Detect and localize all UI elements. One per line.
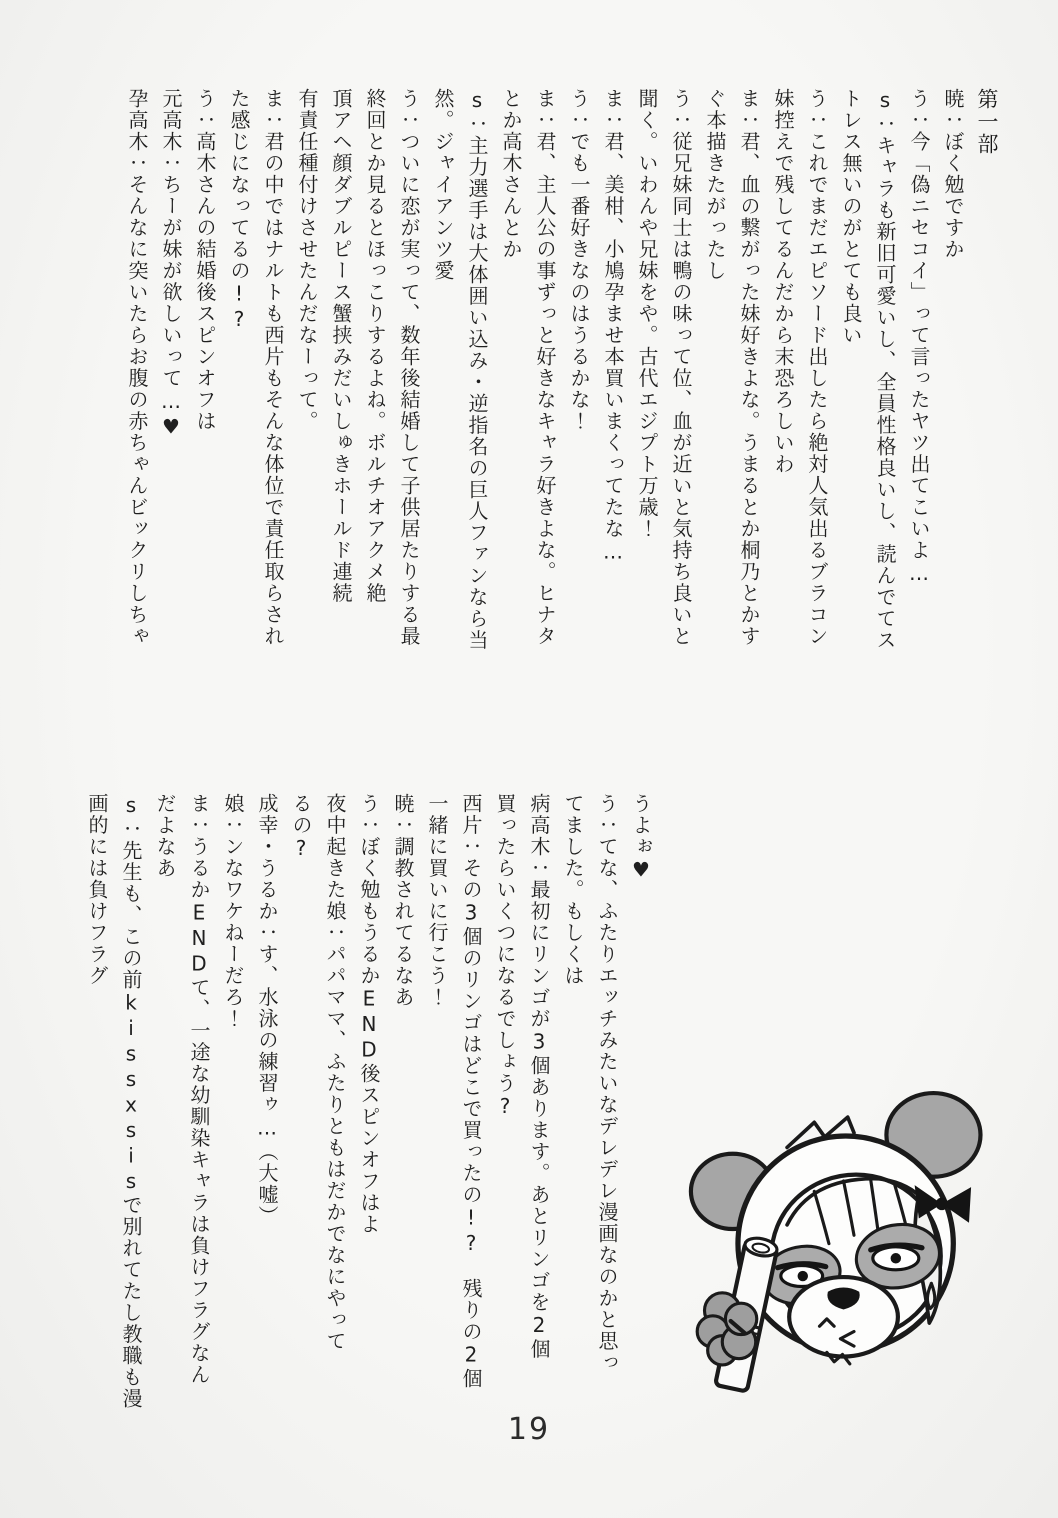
text-column: 孕高木：そんなに突いたらお腹の赤ちゃんビックリしちゃ <box>125 88 149 647</box>
text-column: 頂アヘ顔ダブルピース蟹挟みだいしゅきホールド連続 <box>329 88 353 604</box>
text-column: ぐ本描きたがったし <box>703 88 727 282</box>
text-column: s：主力選手は大体囲い込み・逆指名の巨人ファンなら当 <box>465 88 489 651</box>
panda-paw <box>697 1293 757 1365</box>
part1-text-block <box>120 88 1004 756</box>
text-column: 成幸・うるか：す、水泳の練習ゥ…（大嘘） <box>255 793 279 1227</box>
text-column: とか高木さんとか <box>499 88 523 260</box>
text-column: う：ぼく勉もうるかEND後スピンオフはよ <box>357 793 381 1235</box>
text-column: 夜中起きた娘：パパママ、ふたりともはだかでなにやって <box>323 793 347 1352</box>
text-column: 画的には負けフラグ <box>85 793 109 987</box>
text-column: トレス無いのがとても良い <box>839 88 863 346</box>
text-column: う：今「偽ニセコイ」って言ったヤツ出てこいよ… <box>907 88 931 587</box>
text-column: 西片：その3個のリンゴはどこで買ったの!? 残りの2個 <box>459 793 483 1390</box>
text-column: うよぉ♥ <box>629 793 653 883</box>
text-column: ま：君、血の繋がった妹好きよな。うまるとか桐乃とかす <box>737 88 761 647</box>
text-column: 終回とか見るとほっこりするよね。ボルチオアクメ絶 <box>363 88 387 604</box>
text-column: た感じになってるの!? <box>227 88 251 333</box>
text-column: るの? <box>289 793 313 862</box>
text-column: 有責任種付けさせたんだなーって。 <box>295 88 319 432</box>
pupil-left <box>798 1271 808 1281</box>
text-column: 然。ジャイアンツ愛 <box>431 88 455 282</box>
text-column: 一緒に買いに行こう！ <box>425 793 449 1008</box>
text-column: う：てな、ふたりエッチみたいなデレデレ漫画なのかと思っ <box>595 793 619 1374</box>
hair-bow-knot <box>936 1198 949 1211</box>
text-column: 買ったらいくつになるでしょう? <box>493 793 517 1120</box>
text-column: 聞く。いわんや兄妹をや。古代エジプト万歳！ <box>635 88 659 540</box>
text-column: だよなあ <box>153 793 177 879</box>
section-title: 第一部 <box>975 88 999 156</box>
text-column: てました。もしくは <box>561 793 585 987</box>
text-column: ま：君、美柑、小鳩孕ませ本買いまくってたな… <box>601 88 625 565</box>
text-column: 妹控えで残してるんだから末恐ろしいわ <box>771 88 795 475</box>
text-column: う：ついに恋が実って、数年後結婚して子供居たりする最 <box>397 88 421 647</box>
text-column: 娘：ンなワケねーだろ！ <box>221 793 245 1030</box>
text-column: う：高木さんの結婚後スピンオフは <box>193 88 217 432</box>
text-column: ま：君の中ではナルトも西片もそんな体位で責任取らされ <box>261 88 285 647</box>
text-column: 暁：調教されてるなあ <box>391 793 415 1008</box>
text-column: う：従兄妹同士は鴨の味って位、血が近いと気持ち良いと <box>669 88 693 647</box>
text-column: う：でも一番好きなのはうるかな！ <box>567 88 591 432</box>
text-column: う：これでまだエピソード出したら絶対人気出るブラコン <box>805 88 829 647</box>
text-column: ま：君、主人公の事ずっと好きなキャラ好きよな。ヒナタ <box>533 88 557 647</box>
text-column: ま：うるかENDて、一途な幼馴染キャラは負けフラグなん <box>187 793 211 1386</box>
panda-girl-drawing <box>670 1068 1015 1413</box>
text-column: s：キャラも新旧可愛いし、全員性格良いし、読んでてス <box>873 88 897 651</box>
panda-girl-illustration <box>670 1068 1015 1413</box>
part2-text-block <box>80 793 658 1488</box>
text-column: 病高木：最初にリンゴが3個あります。あとリンゴを2個 <box>527 793 551 1360</box>
text-column: 元高木：ちーが妹が欲しいって…♥ <box>159 88 183 440</box>
page-number: 19 <box>507 1412 551 1447</box>
text-column: 暁：ぼく勉ですか <box>941 88 965 260</box>
text-column: s：先生も、この前kissxsisで別れてたし教職も漫 <box>119 793 143 1410</box>
pupil-right <box>891 1253 901 1263</box>
